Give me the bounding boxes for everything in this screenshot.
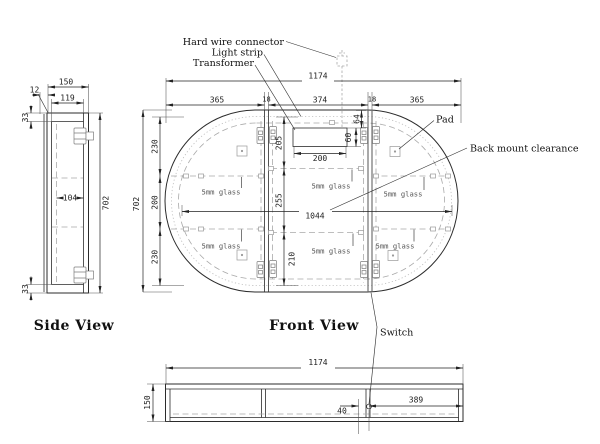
hard-wire-connector-label: Hard wire connector — [182, 37, 284, 48]
front-view-title: Front View — [269, 318, 359, 334]
light-strip-dotted-line — [172, 114, 454, 286]
front-view-drawing — [132, 37, 579, 404]
front-dim-right-panel: 365 — [409, 95, 425, 105]
side-dim-bottom-inset: 33 — [21, 284, 30, 294]
side-view-drawing — [21, 78, 115, 335]
hard-wire-leader — [286, 42, 336, 58]
side-dim-offset: 12 — [29, 85, 40, 95]
front-dimension-lines — [143, 81, 461, 292]
side-offset-leader — [38, 94, 49, 114]
front-dim-gap-left: 18 — [262, 95, 271, 104]
side-dim-inner-depth: 119 — [60, 93, 75, 103]
front-dim-transformer-offset: 64 — [352, 114, 362, 124]
side-view-title: Side View — [33, 318, 115, 334]
glass-label-center-bottom: 5mm glass — [311, 246, 351, 256]
glass-label-right-top: 5mm glass — [383, 189, 423, 199]
light-strip-label: Light strip — [211, 47, 263, 59]
back-mount-clearance-leader — [330, 148, 467, 210]
front-dim-col-mid: 200 — [150, 195, 160, 210]
front-dim-center-panel: 374 — [312, 95, 328, 105]
front-dim-mid-mid: 255 — [274, 193, 284, 208]
hard-wire-connector-marker — [337, 50, 347, 128]
switch-label: Switch — [380, 327, 414, 339]
front-dim-width: 1174 — [308, 71, 328, 81]
side-dim-inner-width: 104 — [62, 193, 78, 203]
bottom-inner-box — [170, 389, 459, 422]
bottom-dim-depth: 150 — [143, 395, 152, 410]
front-dim-col-bottom: 230 — [150, 249, 160, 265]
transformer-outline — [293, 128, 347, 147]
glass-label-left-bottom: 5mm glass — [201, 241, 241, 251]
bottom-dim-switch-to-edge: 389 — [408, 395, 424, 405]
front-dim-height: 702 — [132, 196, 141, 212]
front-dim-left-panel: 365 — [209, 95, 225, 105]
light-strip-leader — [264, 55, 301, 117]
front-dim-col-top: 230 — [150, 139, 160, 154]
glass-label-left-top: 5mm glass — [201, 187, 241, 197]
bottom-view-drawing — [143, 358, 463, 434]
bottom-divider-lines — [262, 389, 371, 418]
front-dim-gap-right: 18 — [367, 95, 377, 104]
side-mounting-bracket-top — [74, 128, 94, 144]
front-dim-transformer-w: 200 — [312, 154, 328, 163]
side-dim-height: 702 — [101, 195, 111, 211]
bottom-dim-width: 1174 — [308, 358, 328, 367]
transformer-leader — [255, 65, 295, 130]
back-mount-clearance-label: Back mount clearance — [470, 143, 579, 155]
side-mounting-bracket-bottom — [74, 267, 94, 283]
pad-label: Pad — [436, 114, 454, 126]
side-dim-depth: 150 — [58, 77, 74, 87]
front-outline — [165, 110, 458, 292]
front-dim-mid-bottom: 210 — [287, 251, 297, 267]
front-dim-mount-width: 1044 — [305, 211, 325, 221]
front-dim-mid-top: 205 — [274, 135, 284, 151]
front-dim-transformer-h: 60 — [344, 132, 353, 143]
side-extension-lines — [26, 84, 103, 293]
bottom-dim-switch-offset: 40 — [337, 406, 347, 416]
switch-marker — [367, 404, 372, 409]
glass-label-right-bottom: 5mm glass — [375, 241, 415, 251]
transformer-label: Transformer — [192, 58, 254, 69]
switch-leader — [369, 293, 377, 405]
glass-label-center-top: 5mm glass — [311, 181, 351, 191]
side-dim-top-inset: 33 — [21, 112, 30, 123]
